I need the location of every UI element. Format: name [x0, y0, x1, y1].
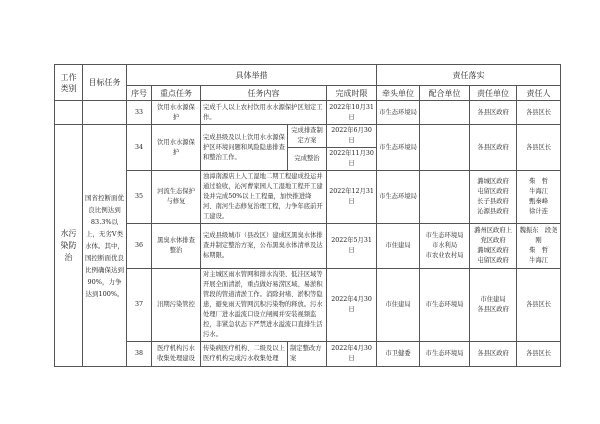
table-row — [55, 269, 561, 342]
header-coop: 配合单位 — [420, 86, 470, 101]
row-coop: 市生态环境局 — [420, 342, 470, 367]
row-task: 汛期污染管控 — [152, 269, 201, 342]
header-deadline: 完成时限 — [327, 86, 377, 101]
header-resp-person: 责任人 — [517, 86, 561, 101]
row-deadline: 2022年4月30日 — [327, 342, 377, 367]
row-lead: 市生态环境局 — [377, 171, 420, 224]
table-row — [55, 171, 561, 224]
row-task: 饮用水水源保护 — [152, 125, 201, 171]
row-coop: 市生态环境局 — [420, 269, 470, 342]
row-deadline: 2022年10月31日 — [327, 101, 377, 125]
row-coop — [420, 171, 470, 224]
table-row — [55, 101, 561, 125]
row-no: 36 — [127, 224, 152, 269]
row-lead: 市住建局 — [377, 269, 420, 342]
header-category: 工作类别 — [55, 65, 83, 101]
row-task: 饮用水水源保护 — [152, 101, 201, 125]
row-unit: 各县区政府 — [470, 101, 517, 125]
header-lead: 牵头单位 — [377, 86, 420, 101]
row-person: 各县区长 — [517, 125, 561, 171]
row-unit: 市住建局 各县区政府 — [470, 269, 517, 342]
row-deadline: 2022年6月30日 — [327, 125, 377, 148]
header-resp-unit: 责任单位 — [470, 86, 517, 101]
row-deadline: 2022年11月30日 — [327, 148, 377, 171]
row-lead: 市住建局 — [377, 224, 420, 269]
target-cell: 国省控断面优良比例达到83.3%以上，无劣V类水体。其中，国控断面优良比例确保达到90%，力争达到100%。 — [83, 125, 127, 367]
header-key-task: 重点任务 — [152, 86, 201, 101]
row-deadline: 2022年4月30日 — [327, 269, 377, 342]
category-cell: 水污染防治 — [55, 125, 83, 367]
row-no: 33 — [127, 101, 152, 125]
row-coop — [420, 125, 470, 171]
row-coop — [420, 101, 470, 125]
header-no: 序号 — [127, 86, 152, 101]
row-task: 黑臭水体排查整治 — [152, 224, 201, 269]
empty-cell — [55, 101, 83, 125]
row-task: 医疗机构污水收集处理建设 — [152, 342, 201, 367]
row-content: 对主城区雨水管网和排水沟渠、低洼区域等开展全面清淤，重点做好易涝区域、易淤积管段的管道清淤工作。消除封堵、淤积等隐患，避免雨天管网沉积污染物的释放。污水处理厂进水溢流口设立闸阀并安装视频监控，非紧急状态下严禁进水溢流口直排生活污水。 — [201, 269, 327, 342]
row-no: 35 — [127, 171, 152, 224]
table-row — [55, 125, 561, 148]
row-person: 柴 哲 牛海江 甄秦峰 徐计连 — [517, 171, 561, 224]
row-task: 河流生态保护与修复 — [152, 171, 201, 224]
row-person: 各县区长 — [517, 269, 561, 342]
row-lead: 市卫健委 — [377, 342, 420, 367]
row-unit: 潞州区政府上党区政府 潞城区政府 屯留区政府 — [470, 224, 517, 269]
header-content: 任务内容 — [201, 86, 327, 101]
row-no: 37 — [127, 269, 152, 342]
row-content: 完成县级城市（县改区）建成区黑臭水体排查并制定整治方案，公布黑臭水体清单及达标期限。 — [201, 224, 327, 269]
row-content: 完成县级及以上饮用水水源保护区环境问题和风险隐患排查和整治工作。 — [201, 125, 288, 171]
row-subtask: 制定整改方案 — [288, 342, 327, 367]
row-person: 各县区长 — [517, 101, 561, 125]
row-content: 完成千人以上农村饮用水水源保护区划定工作。 — [201, 101, 327, 125]
row-subtask: 完成排查制定方案 — [288, 125, 327, 148]
row-content: 浊漳南源店上人工湿地二期工程建成投运并通过验收，沁河曹家园人工湿地工程开工建设并完成50%以上工程量，加快推进绛河、南河生态修复治理工程，力争年底前开工建设。 — [201, 171, 327, 224]
task-table — [54, 64, 561, 367]
row-subtask: 完成整治 — [288, 148, 327, 171]
row-person: 魏振东 段尧刚 柴 哲 牛海江 — [517, 224, 561, 269]
row-person: 各县区长 — [517, 342, 561, 367]
row-lead: 市生态环境局 — [377, 101, 420, 125]
row-content: 传染病医疗机构、二级及以上医疗机构完成污水收集处理 — [201, 342, 288, 367]
row-no: 38 — [127, 342, 152, 367]
row-deadline: 2022年12月31日 — [327, 171, 377, 224]
table-row — [55, 224, 561, 269]
table-row — [55, 342, 561, 367]
row-unit: 潞城区政府 屯留区政府 长子县政府 沁源县政府 — [470, 171, 517, 224]
empty-cell — [83, 101, 127, 125]
header-responsibility: 责任落实 — [377, 65, 561, 86]
row-coop: 市生态环境局 市水利局 市农业农村局 — [420, 224, 470, 269]
row-deadline: 2022年5月31日 — [327, 224, 377, 269]
row-unit: 各县区政府 — [470, 125, 517, 171]
header-target: 目标任务 — [83, 65, 127, 101]
row-lead: 市生态环境局 — [377, 125, 420, 171]
row-unit: 各县区政府 — [470, 342, 517, 367]
row-no: 34 — [127, 125, 152, 171]
header-measures: 具体举措 — [127, 65, 377, 86]
